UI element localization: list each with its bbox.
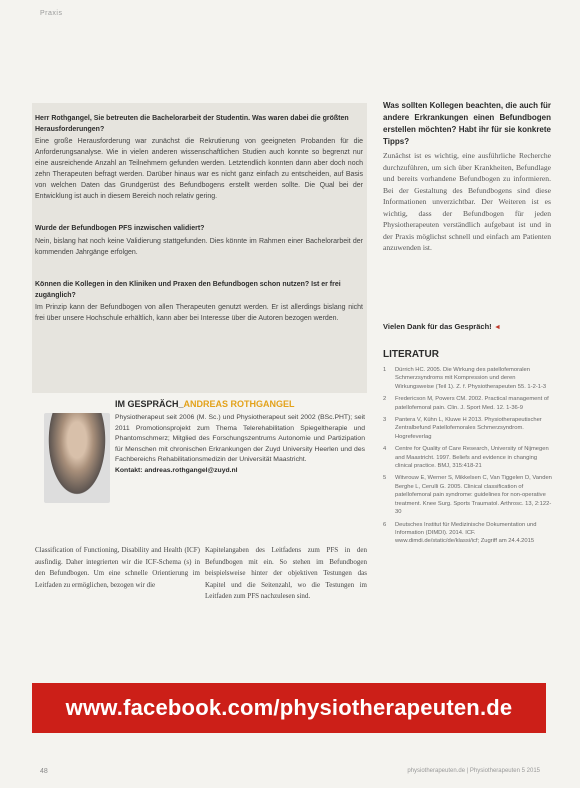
literature-title: LITERATUR: [383, 349, 439, 360]
literature-item: 6 Deutsches Institut für Medizinische Dokumentation und Information (DIMDI). 2014. ICF. www.dimdi.de/static/de/klassi/icf; Zugriff am 24.4.2015: [383, 521, 537, 545]
interview-question-2: Wurde der Befundbogen PFS inzwischen validiert?: [35, 225, 205, 232]
profile-bio-text: Physiotherapeut seit 2006 (M. Sc.) und Physiotherapeut seit 2002 (BSc.PHT); seit 2011 Promotionsprojekt zum Thema Telerehabilitation Spiegeltherapie und Phantomschmerz; Mitglied des Forschungszentrums Autonomie und Partizipation für Menschen mit chronischen Erkrankungen der Zuyd University Heerlen und des Fachbereichs Rehabilitationsmedizin der Universität Maastricht.: [115, 414, 365, 463]
interview-profile: [40, 395, 365, 513]
body-column-2: Kapitelangaben des Leitfadens zum PFS in den Befundbogen mit ein. So stehen im Befundbogen beispielsweise hinter der objektiven Testungen das Kapitel und die Seitenzahl, wo die Testungen im Leitfaden zum PFS nachzulesen sind.: [205, 546, 367, 600]
interview-answer-2: Nein, bislang hat noch keine Validierung stattgefunden. Dies könnte im Rahmen einer Bachelorarbeit der kommenden Jahrgänge erfolgen.: [35, 238, 363, 256]
profile-title: [115, 399, 295, 409]
journal-footer: physiotherapeuten.de | Physiotherapeuten 5 2015: [407, 768, 540, 774]
literature-item: 1 Dürrich HC. 2005. Die Wirkung des patellofemoralen Schmerzsyndroms mit Kompression und deren Wirkungsweise (Teil 1). Z. f. Physiotherapeuten 55. 1-2-1-3: [383, 367, 547, 390]
interview-answer-1: Eine große Herausforderung war zunächst die Rekrutierung von geeigneten Probanden für die Anforderungsanalyse. Wie in vielen anderen wissenschaftlichen Studien auch konnte so begrenzt nur eine ausreichende Anzahl an Teilnehmern gefunden werden. Letztendlich konnten dann aber doch noch zehn Therapeuten befragt werden. Darüber hinaus war es nicht ganz einfach zu entscheiden, auf Basis von welchen Daten das Grundgerüst des Befundbogens erstellt werden sollte. Die Qual bei der Entwicklung ist auch in diesem Bereich noch relativ gering.: [35, 138, 363, 200]
body-column-1: Classification of Functioning, Disability and Health (ICF) ausfindig. Daher integrierten wir die ICF-Schema (s) in den Befundbogen. Um eine schnelle Orientierung im Leitfaden zu ermöglichen, bezogen wir die: [35, 546, 200, 589]
literature-item: 3 Pantera V, Kühn L, Kluwe H 2013. Physiotherapeutischer Zentralbefund Patellofemorales Schmerzsyndrom. Hogrefeverlag: [383, 417, 542, 440]
portrait-photo: [44, 413, 110, 503]
thanks-text: Vielen Dank für das Gespräch!: [383, 322, 492, 331]
literature-item: 2 Fredericson M, Powers CM. 2002. Practical management of patellofemoral pain. Clin. J. Sport Med. 12. 1-36-9: [383, 396, 549, 411]
profile-contact[interactable]: Kontakt: andreas.rothgangel@zuyd.nl: [115, 466, 238, 474]
literature-item: 5 Witvrouw E, Werner S, Mikkelsen C, Van Tiggelen D, Vanden Berghe L, Cerulli G. 2005. Clinical classification of patellofemoral pain syndrome: guidelines for non-operative treatment. Knee Surg. Sports Traumatol. Arthrosc. 13, 2:122-30: [383, 475, 552, 516]
banner-url[interactable]: www.facebook.com/physiotherapeuten.de: [65, 695, 513, 720]
interview-question-1: Herr Rothgangel, Sie betreuten die Bachelorarbeit der Studentin. Was waren dabei die größten Herausforderungen?: [35, 115, 349, 133]
literature-list: [383, 366, 553, 550]
profile-bio: [115, 413, 365, 476]
facebook-banner[interactable]: [32, 683, 546, 733]
right-answer: Zunächst ist es wichtig, eine ausführliche Recherche durchzuführen, um sich über Krankheiten, Befundlage und bereits vorhandene Befundbogen zu informieren. Bei der Gestaltung des Befundbogens sind diese Informationen unverzichtbar. Der Weiteren ist es wichtig, dass der Befundbogen für jeden Physiotherapeuten verständlich aufgebaut ist und in der Praxis möglichst schnell und einfach am Patienten anzuwenden ist.: [383, 151, 551, 252]
interview-answer-3: Im Prinzip kann der Befundbogen von allen Therapeuten genutzt werden. Er ist allerdings bislang nicht frei über unsere Hochschule erhältlich, kann aber bei Interesse über die Autoren bezogen werden.: [35, 304, 363, 322]
literature-item: 4 Centre for Quality of Care Research, University of Nijmegen and Maastricht. 1997. Beliefs and evidence in changing clinical practice. BMJ, 315:418-21: [383, 446, 549, 470]
section-header: Praxis: [40, 10, 63, 17]
profile-title-prefix: IM GESPRÄCH_: [115, 399, 184, 409]
profile-title-name: ANDREAS ROTHGANGEL: [183, 399, 295, 409]
end-arrow-icon: ◂: [495, 322, 500, 331]
thanks-line: [383, 322, 551, 331]
interview-question-3: Können die Kollegen in den Kliniken und Praxen den Befundbogen schon nutzen? Ist er frei zugänglich?: [35, 281, 341, 299]
right-question: Was sollten Kollegen beachten, die auch für andere Erkrankungen einen Befundbogen erstellen möchten? Habt ihr für sie konkrete Tipps?: [383, 101, 551, 146]
page-number: 48: [40, 768, 48, 775]
